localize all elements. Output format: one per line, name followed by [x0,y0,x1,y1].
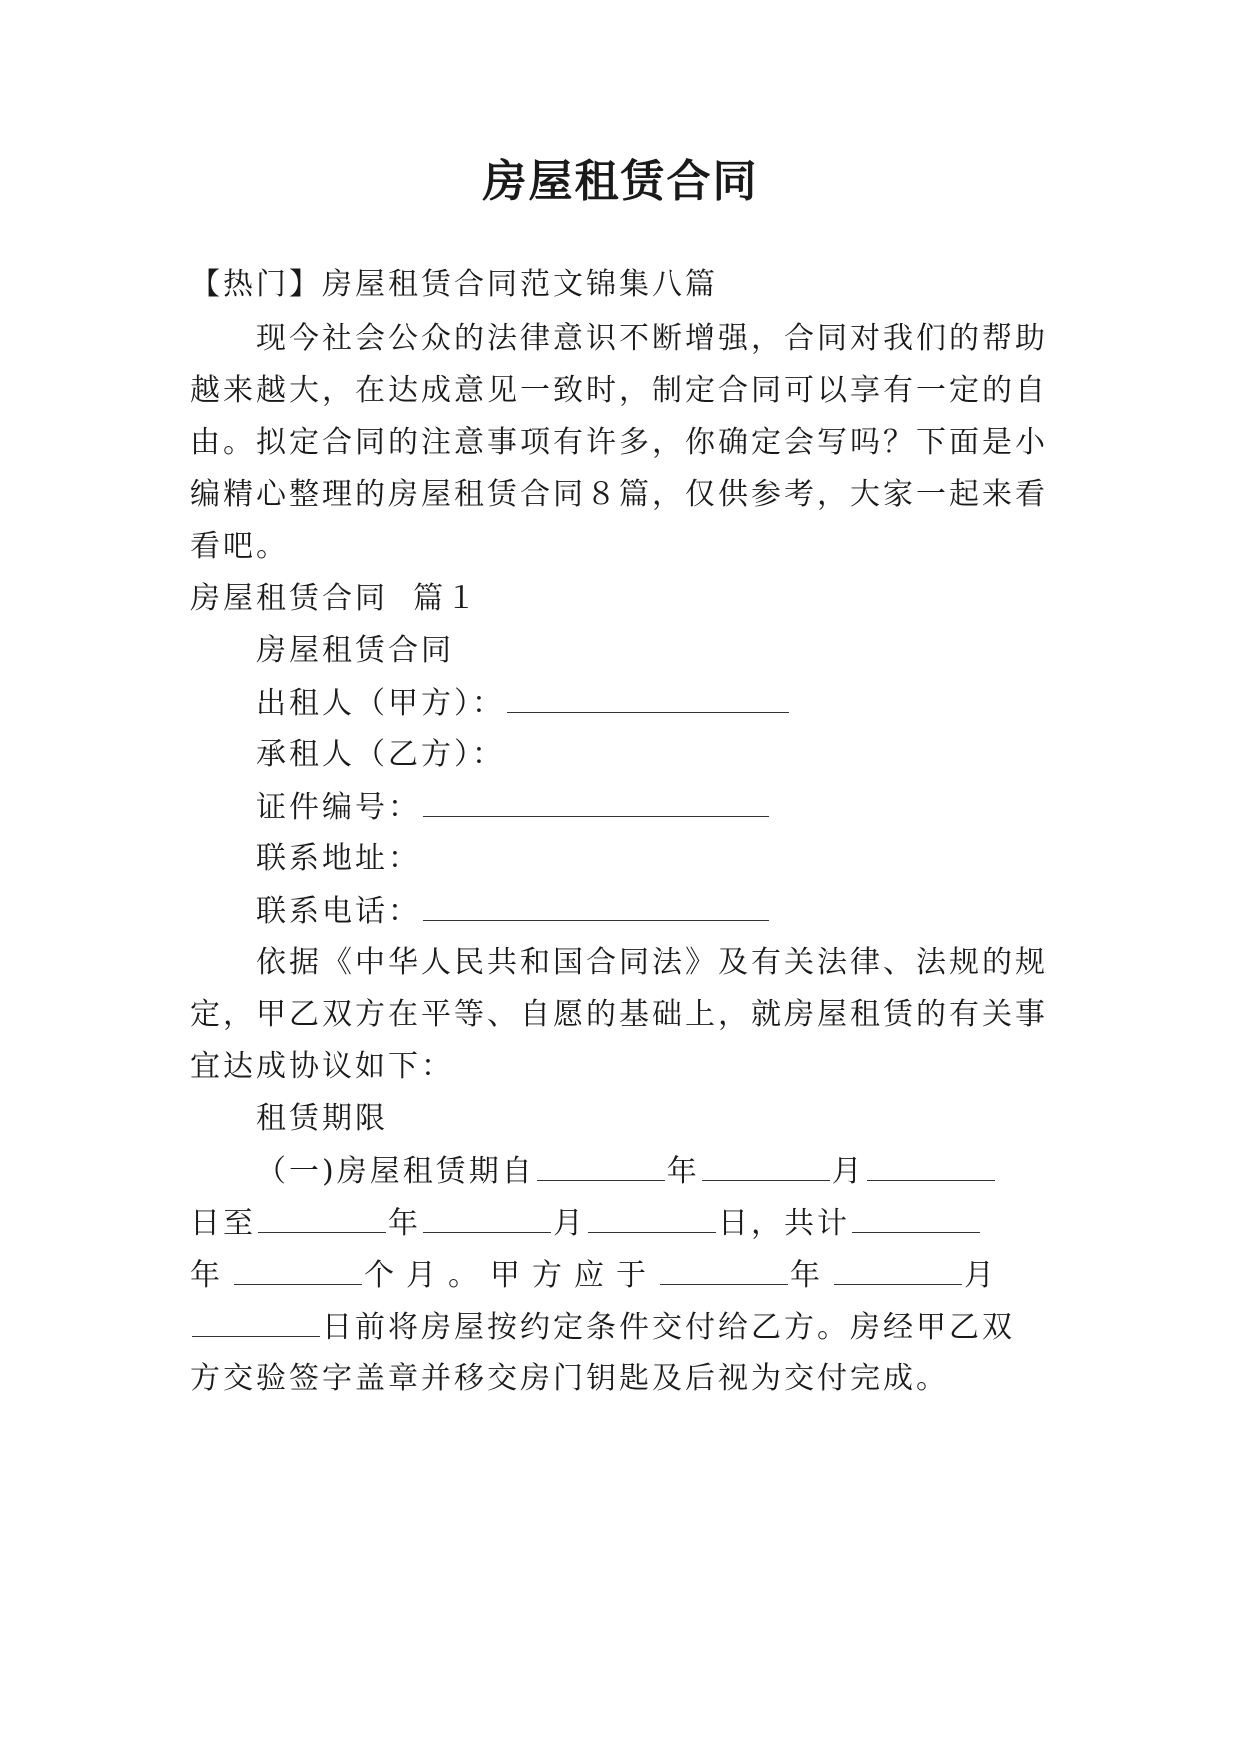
id-no-label: 证件编号： [256,790,421,825]
term-text: 年 [388,1206,421,1241]
id-no-blank [423,786,769,817]
term-line-2 [190,1202,1060,1245]
phone-label: 联系电话： [256,894,421,929]
term-text: 日前将房屋按约定条件交付给乙方。房经甲乙双 [322,1310,1015,1345]
document-title: 房屋租赁合同 [482,156,759,207]
intro-line-3: 由。拟定合同的注意事项有许多，你确定会写吗？下面是小 [190,425,1048,460]
term-text: 月 [964,1258,1006,1293]
term-line-1 [256,1150,1060,1193]
month-blank [423,1202,551,1233]
month-blank [702,1150,830,1181]
lessee-field [256,734,1060,776]
term-line-4 [190,1306,1060,1349]
intro-line-2: 越来越大，在达成意见一致时，制定合同可以享有一定的自 [190,373,1048,408]
term-text: 月 [553,1206,586,1241]
basis-line-2: 定，甲乙双方在平等、自愿的基础上，就房屋租赁的有关事 [190,997,1048,1032]
section-title: 房屋租赁合同 篇１ [190,581,480,616]
day-blank [588,1202,716,1233]
month-blank [834,1254,962,1285]
term-text: 日，共计 [718,1206,850,1241]
term-heading: 租赁期限 [256,1101,388,1136]
basis-line-3: 宜达成协议如下： [190,1049,454,1084]
intro-line-1: 现今社会公众的法律意识不断增强，合同对我们的帮助 [256,321,1048,356]
phone-blank [423,890,769,921]
term-text: 个月。甲方应于 [364,1258,658,1293]
contract-title: 房屋租赁合同 [256,633,454,668]
term-line-5: 方交验签字盖章并移交房门钥匙及后视为交付完成。 [190,1361,949,1396]
intro-line-4: 编精心整理的房屋租赁合同８篇，仅供参考，大家一起来看 [190,477,1048,512]
year-blank [537,1150,665,1181]
intro-line-5: 看吧。 [190,529,289,564]
day-blank [867,1150,995,1181]
term-text: （一)房屋租赁期自 [256,1154,535,1189]
document-heading: 【热门】房屋租赁合同范文锦集八篇 [190,267,718,302]
term-line-3 [190,1254,1060,1297]
term-text: 年 [666,1154,700,1189]
address-label: 联系地址： [256,841,421,876]
phone-field [256,890,1060,933]
term-text: 日至 [190,1206,256,1241]
day-blank [192,1306,320,1337]
basis-line-1: 依据《中华人民共和国合同法》及有关法律、法规的规 [256,945,1048,980]
months-blank [234,1254,362,1285]
year-blank [660,1254,788,1285]
term-text: 年 [190,1258,232,1293]
year-blank [258,1202,386,1233]
total-blank [852,1202,980,1233]
lessee-label: 承租人（乙方）： [256,737,505,772]
lessor-label: 出租人（甲方）： [256,686,505,721]
lessor-blank [507,682,789,713]
term-text: 年 [790,1258,832,1293]
address-field [256,838,1060,880]
lessor-field [256,682,1060,725]
id-no-field [256,786,1060,829]
term-text: 月 [831,1154,865,1189]
